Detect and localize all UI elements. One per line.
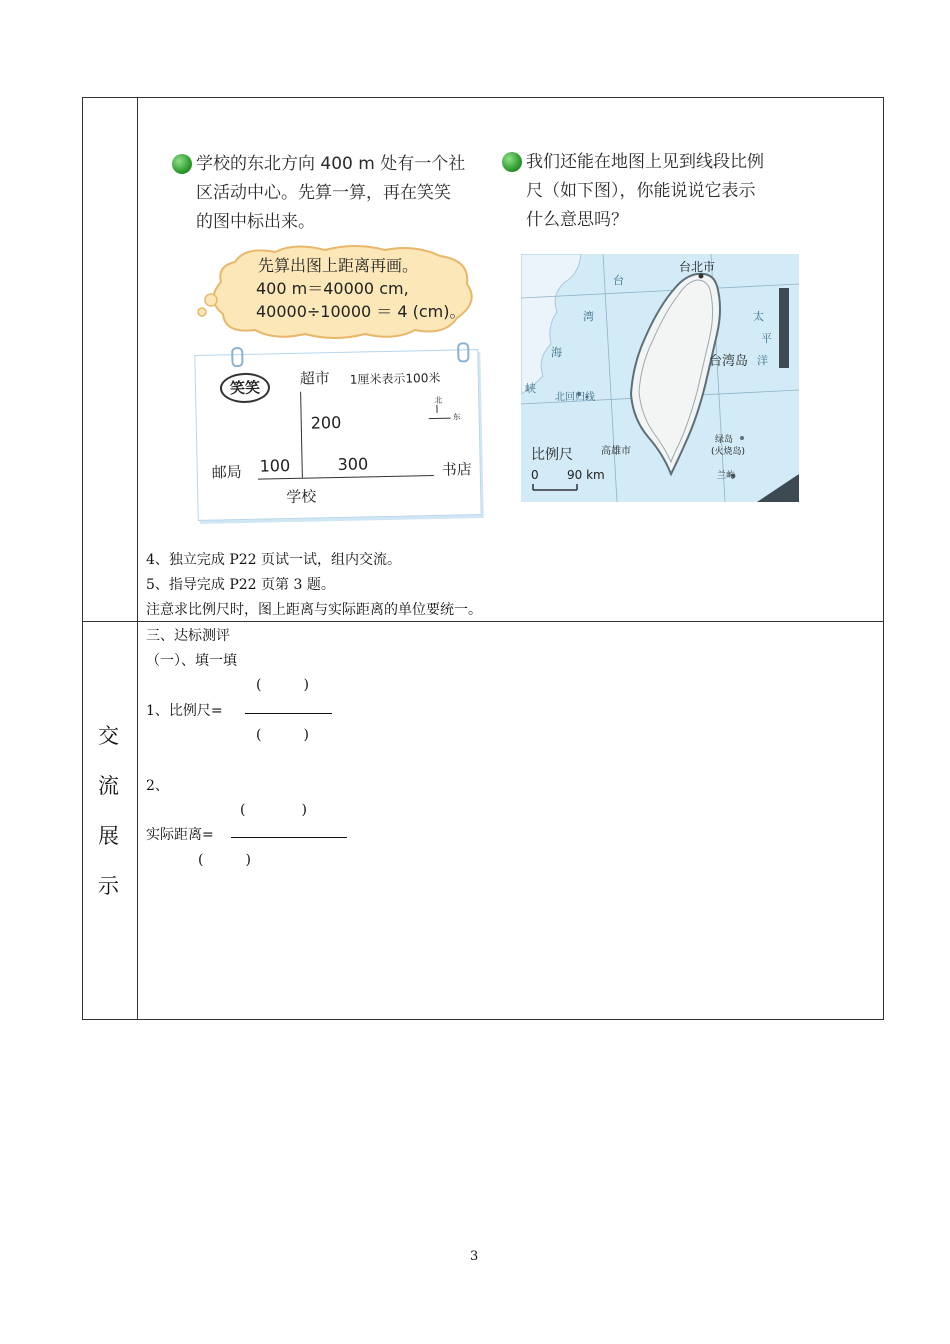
- prompt-line-1: 学校的东北方向 400 m 处有一个社: [196, 154, 466, 174]
- prompt-line-2: 区活动中心。先算一算，再在笑笑: [196, 183, 451, 203]
- map-scale-90: 90 km: [567, 468, 605, 482]
- cloud-line-3: 40000÷10000 ＝ 4 (cm)。: [256, 302, 466, 321]
- q2-denominator-paren: ( ): [198, 852, 251, 868]
- side-label-char-2: 流: [98, 774, 119, 798]
- map-ocean-2: 平: [761, 332, 772, 345]
- section-subtitle: （一）、填一填: [146, 653, 237, 669]
- map-kaohsiung: 高雄市: [601, 446, 631, 457]
- table-column-divider: [137, 97, 138, 1020]
- map-ocean-3: 洋: [757, 354, 768, 367]
- note-card: [194, 349, 481, 521]
- vertical-path-line: [300, 392, 303, 478]
- map-taiwan-island: 台湾岛: [709, 354, 749, 369]
- illustration-left-prompt: [172, 150, 465, 237]
- step-note: 注意求比例尺时，图上距离与实际距离的单位要统一。: [146, 602, 482, 618]
- note-north: 北: [434, 395, 443, 405]
- step-4: 4、独立完成 P22 页试一试，组内交流。: [146, 552, 402, 568]
- prompt-line-3: 的图中标出来。: [196, 212, 315, 232]
- thought-cloud-text: [258, 254, 466, 323]
- note-east: 东: [452, 412, 461, 422]
- step-5: 5、指导完成 P22 页第 3 题。: [146, 577, 335, 593]
- table-row-divider: [82, 621, 884, 622]
- green-bullet-icon: [502, 152, 522, 172]
- map-wan: 湾: [583, 310, 594, 323]
- map-ocean-1: 太: [753, 310, 764, 323]
- horizontal-path-line: [258, 475, 434, 480]
- table-left-border: [82, 97, 83, 1020]
- cloud-line-1: 先算出图上距离再画。: [258, 256, 419, 275]
- section-title: 三、达标测评: [146, 628, 230, 644]
- side-label-char-3: 展: [98, 824, 119, 848]
- note-bookstore: 书店: [441, 460, 472, 479]
- map-scale-zero: 0: [531, 468, 539, 482]
- page-number: 3: [470, 1249, 479, 1264]
- paperclip-left-icon: [231, 347, 243, 367]
- right-prompt-line-1: 我们还能在地图上见到线段比例: [526, 152, 764, 172]
- q2-fraction-line: [231, 837, 347, 838]
- note-distance-up: 200: [310, 412, 342, 433]
- q2-numerator-paren: ( ): [240, 802, 307, 818]
- q1-numerator-paren: ( ): [256, 677, 309, 693]
- map-green-island: 绿岛: [715, 435, 734, 445]
- table-right-border: [883, 97, 884, 1020]
- q2-number: 2、: [146, 778, 169, 794]
- q1-denominator-paren: ( ): [256, 727, 309, 743]
- note-distance-right: 300: [337, 454, 369, 475]
- east-arrow-line: [429, 418, 451, 419]
- note-supermarket: 超市: [299, 369, 331, 388]
- note-post-office: 邮局: [211, 463, 242, 482]
- q1-fraction-line: [245, 713, 332, 714]
- note-school: 学校: [286, 487, 317, 507]
- green-bullet-icon: [172, 154, 192, 174]
- map-hai: 海: [551, 346, 562, 359]
- q1-label: 1、比例尺=: [146, 703, 223, 719]
- q2-label: 实际距离=: [146, 827, 214, 843]
- illustration-right-prompt: [502, 148, 764, 235]
- map-tropic: 北回归线: [555, 392, 595, 403]
- north-arrow: [436, 405, 437, 413]
- note-name-oval: 笑笑: [220, 372, 271, 403]
- map-graphics: [521, 254, 799, 502]
- right-prompt-line-3: 什么意思吗？: [526, 210, 628, 230]
- side-label-char-4: 示: [98, 874, 119, 898]
- map-scale-label: 比例尺: [531, 447, 573, 463]
- map-taipei: 台北市: [679, 260, 716, 274]
- side-label-char-1: 交: [98, 724, 119, 748]
- right-prompt-line-2: 尺（如下图），你能说说它表示: [526, 181, 756, 201]
- map-lanyu: 兰屿: [717, 471, 736, 481]
- note-distance-left: 100: [259, 456, 291, 476]
- taiwan-map: [521, 254, 799, 502]
- cloud-line-2: 400 m＝40000 cm,: [256, 279, 409, 298]
- map-xia: 峡: [525, 382, 536, 395]
- note-scale-note: 1厘米表示100米: [349, 370, 441, 387]
- table-bottom-border: [82, 1019, 884, 1020]
- map-green-island-alt: (火烧岛): [711, 447, 746, 457]
- table-top-border: [82, 97, 884, 98]
- map-tai: 台: [613, 274, 624, 287]
- paperclip-right-icon: [457, 342, 469, 362]
